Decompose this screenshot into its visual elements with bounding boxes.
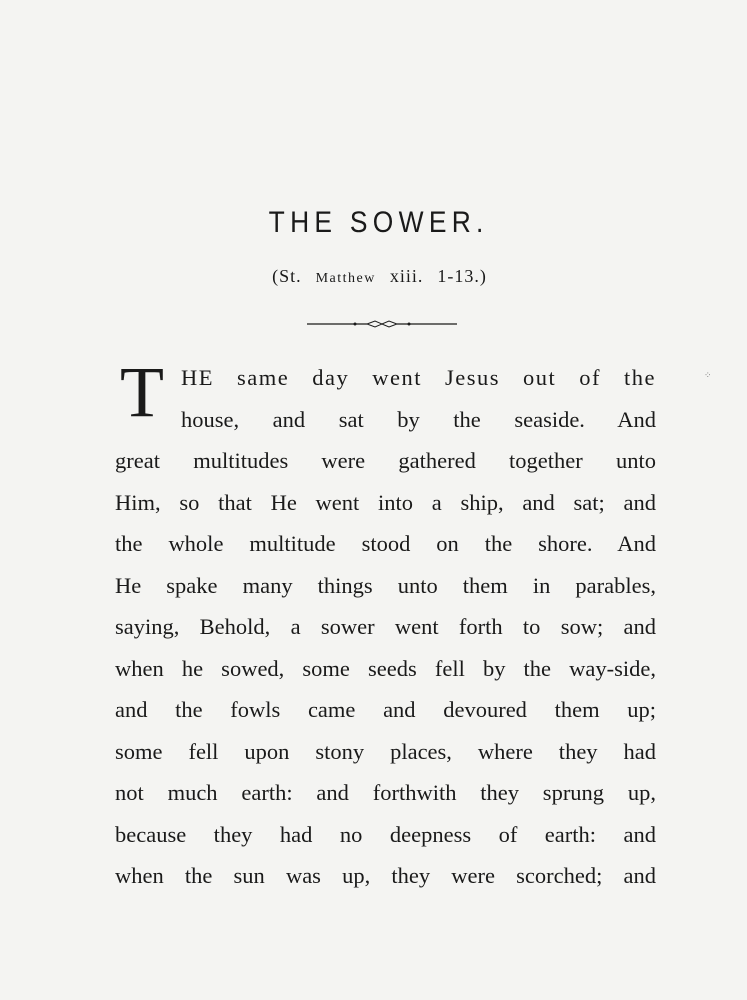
- passage-line-12: because they had no deepness of earth: and: [115, 821, 656, 847]
- reference-open: (St.: [272, 266, 302, 286]
- reference-verses: 1-13.): [437, 266, 487, 286]
- passage-line-7: saying, Behold, a sower went forth to sow; and: [115, 614, 656, 639]
- scripture-reference: [0, 266, 747, 287]
- passage-line-13: when the sun was up, they were scorched; and: [115, 863, 656, 888]
- margin-mark: ⁘: [704, 370, 712, 380]
- reference-chapter: xiii.: [389, 266, 424, 286]
- passage-line-3: great multitudes were gathered together unto: [115, 448, 656, 473]
- passage-line-4: Him, so that He went into a ship, and sat; and: [115, 489, 656, 515]
- page-title: THE SOWER.: [268, 206, 489, 239]
- passage-line-9: and the fowls came and devoured them up;: [115, 697, 656, 722]
- reference-book: Matthew: [315, 271, 376, 286]
- passage-line-8: when he sowed, some seeds fell by the way-side,: [115, 655, 656, 681]
- passage-text: [115, 352, 656, 897]
- ornamental-rule: [307, 318, 457, 330]
- passage-line-2: house, and sat by the seaside. And: [181, 406, 656, 432]
- passage-line-1: HE same day went Jesus out of the: [181, 365, 656, 390]
- passage-line-11: not much earth: and forthwith they sprung up,: [115, 780, 656, 805]
- passage-line-6: He spake many things unto them in parables,: [115, 572, 656, 598]
- passage-line-5: the whole multitude stood on the shore. And: [115, 531, 656, 556]
- passage-line-10: some fell upon stony places, where they had: [115, 738, 656, 764]
- drop-cap: T: [120, 352, 164, 432]
